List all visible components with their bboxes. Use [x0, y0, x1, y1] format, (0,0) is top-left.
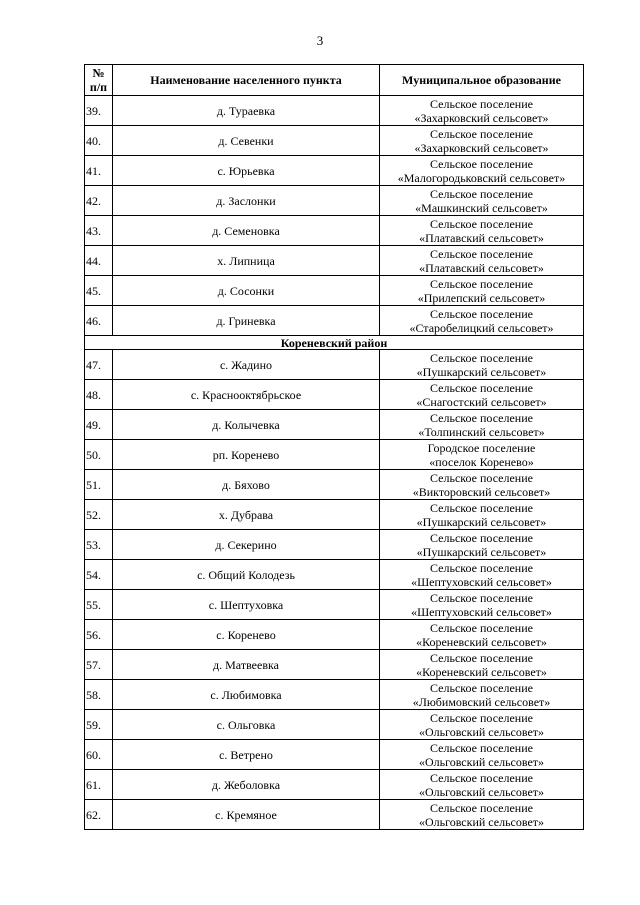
municipality-type: Сельское поселение: [430, 156, 533, 171]
row-number: 48.: [85, 380, 113, 410]
municipality-type: Сельское поселение: [430, 276, 533, 291]
municipality-name: «Малогородьковский сельсовет»: [397, 170, 566, 185]
municipality-type: Городское поселение: [427, 440, 536, 455]
table-row: [85, 590, 584, 620]
settlement-name: с. Краснооктябрьское: [113, 380, 380, 410]
municipality-type: Сельское поселение: [430, 126, 533, 141]
settlement-name: с. Общий Колодезь: [113, 560, 380, 590]
municipality-type: Сельское поселение: [430, 740, 533, 755]
table-row: [85, 126, 584, 156]
header-municipality: Муниципальное образование: [380, 65, 584, 96]
settlement-name: х. Дубрава: [113, 500, 380, 530]
row-number: 45.: [85, 276, 113, 306]
municipality-type: Сельское поселение: [430, 410, 533, 425]
header-settlement: Наименование населенного пункта: [113, 65, 380, 96]
settlement-name: д. Тураевка: [113, 96, 380, 126]
municipality: [380, 620, 584, 650]
municipality-name: «Любимовский сельсовет»: [412, 694, 551, 709]
table-row: [85, 410, 584, 440]
municipality-type: Сельское поселение: [430, 186, 533, 201]
municipality: [380, 156, 584, 186]
municipality: [380, 96, 584, 126]
municipality-name: «Пушкарский сельсовет»: [416, 514, 547, 529]
row-number: 62.: [85, 800, 113, 830]
municipality: [380, 246, 584, 276]
municipality: [380, 740, 584, 770]
table-row: [85, 680, 584, 710]
table-row: [85, 530, 584, 560]
municipality: [380, 276, 584, 306]
municipality-name: «Шептуховский сельсовет»: [411, 604, 552, 619]
settlement-name: д. Заслонки: [113, 186, 380, 216]
settlement-name: д. Севенки: [113, 126, 380, 156]
settlement-name: х. Липница: [113, 246, 380, 276]
settlement-name: с. Ольговка: [113, 710, 380, 740]
municipality-type: Сельское поселение: [430, 500, 533, 515]
municipality: [380, 710, 584, 740]
municipality: [380, 770, 584, 800]
municipality-name: «поселок Коренево»: [429, 454, 534, 469]
row-number: 49.: [85, 410, 113, 440]
municipality: [380, 440, 584, 470]
row-number: 46.: [85, 306, 113, 336]
municipality: [380, 380, 584, 410]
row-number: 60.: [85, 740, 113, 770]
table-body-a: [85, 96, 584, 336]
settlements-table: [84, 64, 584, 830]
municipality-name: «Кореневский сельсовет»: [416, 634, 547, 649]
row-number: 55.: [85, 590, 113, 620]
settlement-name: с. Ветрено: [113, 740, 380, 770]
municipality-type: Сельское поселение: [430, 560, 533, 575]
row-number: 53.: [85, 530, 113, 560]
municipality: [380, 650, 584, 680]
table-row: [85, 770, 584, 800]
municipality: [380, 470, 584, 500]
row-number: 43.: [85, 216, 113, 246]
table-row: [85, 306, 584, 336]
page-number: 3: [316, 33, 324, 48]
municipality-name: «Прилепский сельсовет»: [417, 290, 546, 305]
municipality-name: «Старобелицкий сельсовет»: [409, 320, 554, 335]
municipality: [380, 500, 584, 530]
row-number: 59.: [85, 710, 113, 740]
settlement-name: с. Жадино: [113, 350, 380, 380]
row-number: 44.: [85, 246, 113, 276]
table-row: [85, 740, 584, 770]
table-row: [85, 560, 584, 590]
municipality-type: Сельское поселение: [430, 216, 533, 231]
table-section: [85, 336, 584, 350]
municipality: [380, 560, 584, 590]
table-row: [85, 710, 584, 740]
municipality-type: Сельское поселение: [430, 710, 533, 725]
municipality: [380, 410, 584, 440]
municipality-type: Сельское поселение: [430, 246, 533, 261]
table-row: [85, 276, 584, 306]
municipality-name: «Ольговский сельсовет»: [418, 724, 545, 739]
municipality-type: Сельское поселение: [430, 530, 533, 545]
table-body-b: [85, 350, 584, 830]
row-number: 51.: [85, 470, 113, 500]
row-number: 47.: [85, 350, 113, 380]
table-row: [85, 380, 584, 410]
settlement-name: с. Кремяное: [113, 800, 380, 830]
row-number: 58.: [85, 680, 113, 710]
municipality-type: Сельское поселение: [430, 96, 533, 111]
table-row: [85, 650, 584, 680]
municipality: [380, 126, 584, 156]
settlement-name: д. Колычевка: [113, 410, 380, 440]
municipality-type: Сельское поселение: [430, 680, 533, 695]
row-number: 54.: [85, 560, 113, 590]
settlement-name: д. Семеновка: [113, 216, 380, 246]
settlement-name: с. Любимовка: [113, 680, 380, 710]
table-row: [85, 350, 584, 380]
municipality-name: «Снагостский сельсовет»: [416, 394, 547, 409]
row-number: 42.: [85, 186, 113, 216]
header-number: [85, 65, 113, 96]
municipality-name: «Толпинский сельсовет»: [418, 424, 545, 439]
municipality: [380, 800, 584, 830]
section-title: Кореневский район: [85, 336, 584, 350]
municipality: [380, 216, 584, 246]
municipality: [380, 186, 584, 216]
section-row: [85, 336, 584, 350]
municipality: [380, 530, 584, 560]
municipality-name: «Кореневский сельсовет»: [416, 664, 547, 679]
row-number: 39.: [85, 96, 113, 126]
settlement-name: д. Бяхово: [113, 470, 380, 500]
municipality-type: Сельское поселение: [430, 770, 533, 785]
municipality-name: «Ольговский сельсовет»: [418, 754, 545, 769]
row-number: 50.: [85, 440, 113, 470]
table-row: [85, 186, 584, 216]
municipality-type: Сельское поселение: [430, 620, 533, 635]
row-number: 41.: [85, 156, 113, 186]
settlement-name: с. Коренево: [113, 620, 380, 650]
row-number: 52.: [85, 500, 113, 530]
municipality-name: «Захарковский сельсовет»: [414, 110, 549, 125]
table-row: [85, 96, 584, 126]
municipality-name: «Платавский сельсовет»: [419, 260, 544, 275]
municipality: [380, 306, 584, 336]
table-row: [85, 500, 584, 530]
table-header-row: [85, 65, 584, 96]
municipality-name: «Захарковский сельсовет»: [414, 140, 549, 155]
municipality: [380, 350, 584, 380]
municipality-name: «Ольговский сельсовет»: [418, 784, 545, 799]
municipality-name: «Пушкарский сельсовет»: [416, 544, 547, 559]
table-row: [85, 216, 584, 246]
municipality-type: Сельское поселение: [430, 650, 533, 665]
municipality-name: «Пушкарский сельсовет»: [416, 364, 547, 379]
settlement-name: с. Юрьевка: [113, 156, 380, 186]
row-number: 40.: [85, 126, 113, 156]
settlement-name: д. Гриневка: [113, 306, 380, 336]
table-row: [85, 156, 584, 186]
municipality-type: Сельское поселение: [430, 470, 533, 485]
settlement-name: д. Матвеевка: [113, 650, 380, 680]
municipality-type: Сельское поселение: [430, 380, 533, 395]
municipality-name: «Шептуховский сельсовет»: [411, 574, 552, 589]
table-row: [85, 800, 584, 830]
municipality-type: Сельское поселение: [430, 306, 533, 321]
row-number: 61.: [85, 770, 113, 800]
municipality: [380, 680, 584, 710]
settlement-name: д. Сосонки: [113, 276, 380, 306]
municipality-name: «Ольговский сельсовет»: [418, 814, 545, 829]
municipality-name: «Машкинский сельсовет»: [415, 200, 548, 215]
header-number-line2: п/п: [89, 80, 108, 94]
municipality-type: Сельское поселение: [430, 590, 533, 605]
settlement-name: с. Шептуховка: [113, 590, 380, 620]
municipality-type: Сельское поселение: [430, 800, 533, 815]
settlement-name: д. Жеболовка: [113, 770, 380, 800]
table-row: [85, 470, 584, 500]
row-number: 57.: [85, 650, 113, 680]
municipality-type: Сельское поселение: [430, 350, 533, 365]
municipality-name: «Викторовский сельсовет»: [412, 484, 551, 499]
municipality-name: «Платавский сельсовет»: [419, 230, 544, 245]
header-number-line1: №: [92, 66, 105, 80]
row-number: 56.: [85, 620, 113, 650]
municipality: [380, 590, 584, 620]
table-row: [85, 246, 584, 276]
table-row: [85, 440, 584, 470]
settlement-name: рп. Коренево: [113, 440, 380, 470]
table-row: [85, 620, 584, 650]
settlement-name: д. Секерино: [113, 530, 380, 560]
